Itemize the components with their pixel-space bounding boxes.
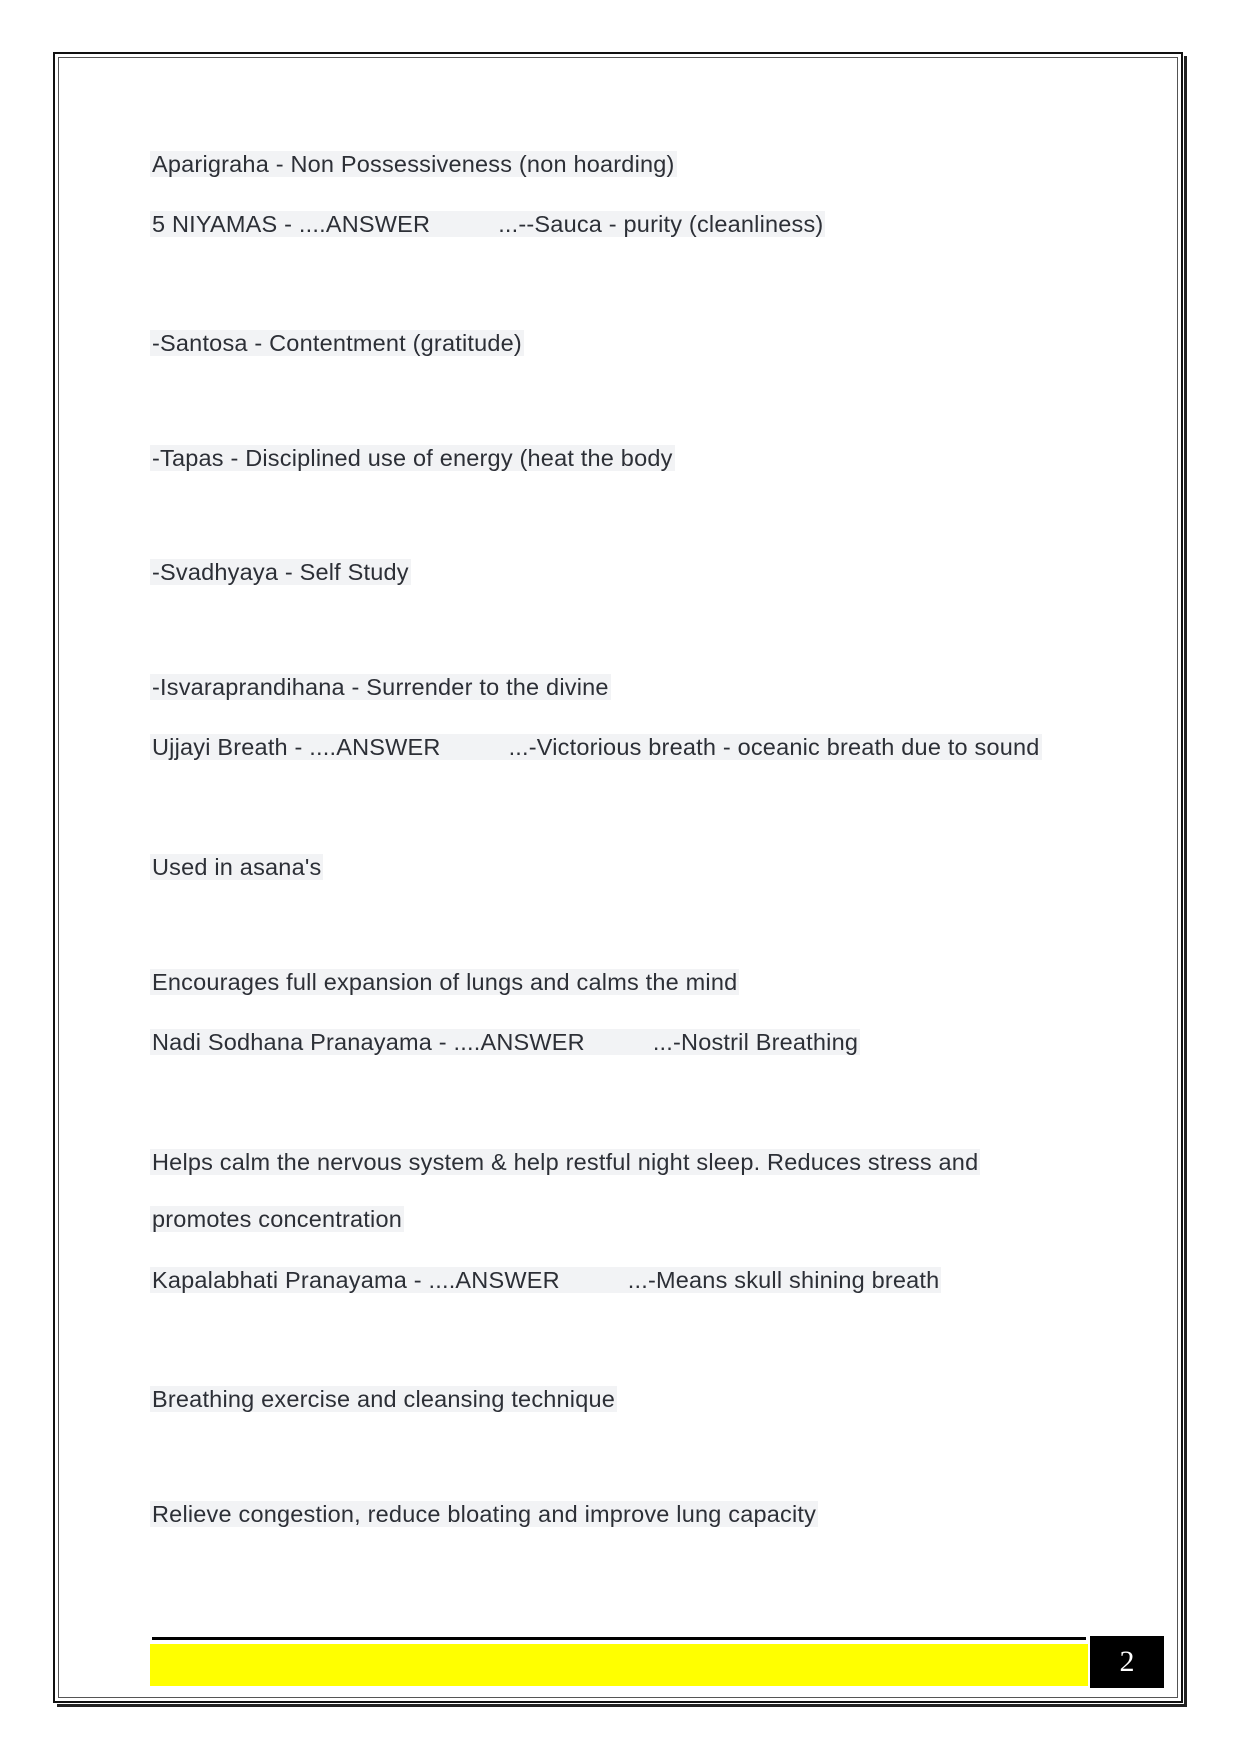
question-label: Ujjayi Breath - ....ANSWER [150, 734, 507, 760]
text-line [150, 148, 677, 180]
answer-text: ...--Sauca - purity (cleanliness) [498, 211, 824, 237]
line-text: -Tapas - Disciplined use of energy (heat the body [152, 445, 673, 471]
page-number-box [1090, 1636, 1164, 1688]
text-line [150, 671, 611, 703]
text-line [150, 1146, 980, 1178]
line-text: -Santosa - Contentment (gratitude) [152, 330, 522, 356]
text-line [150, 442, 675, 474]
answer-text: ...-Nostril Breathing [652, 1029, 859, 1055]
footer-bar [150, 1644, 1088, 1686]
text-line [150, 1383, 617, 1415]
question-line [150, 731, 1042, 763]
line-text: Used in asana's [152, 854, 322, 880]
page-number: 2 [1119, 1645, 1135, 1678]
question-label: Nadi Sodhana Pranayama - ....ANSWER [150, 1029, 651, 1055]
line-text: Breathing exercise and cleansing technique [152, 1386, 616, 1412]
text-line [150, 556, 411, 588]
text-line [150, 966, 739, 998]
answer-text: ...-Victorious breath - oceanic breath due to sound [508, 734, 1040, 760]
line-text: Relieve congestion, reduce bloating and improve lung capacity [152, 1501, 817, 1527]
text-line [150, 327, 524, 359]
text-line [150, 851, 323, 883]
line-text: Helps calm the nervous system & help restful night sleep. Reduces stress and [152, 1149, 979, 1175]
text-line [150, 1498, 818, 1530]
line-text: Encourages full expansion of lungs and calms the mind [152, 969, 738, 995]
question-line [150, 208, 825, 240]
question-label: Kapalabhati Pranayama - ....ANSWER [150, 1267, 626, 1293]
question-label: 5 NIYAMAS - ....ANSWER [150, 211, 496, 237]
line-text: promotes concentration [152, 1206, 402, 1232]
question-line [150, 1264, 941, 1296]
line-text: -Svadhyaya - Self Study [152, 559, 409, 585]
line-text: -Isvaraprandihana - Surrender to the divine [152, 674, 609, 700]
question-line [150, 1026, 860, 1058]
answer-text: ...-Means skull shining breath [627, 1267, 940, 1293]
footer-rule [152, 1637, 1086, 1640]
line-text: Aparigraha - Non Possessiveness (non hoarding) [152, 151, 675, 177]
text-line [150, 1203, 404, 1235]
